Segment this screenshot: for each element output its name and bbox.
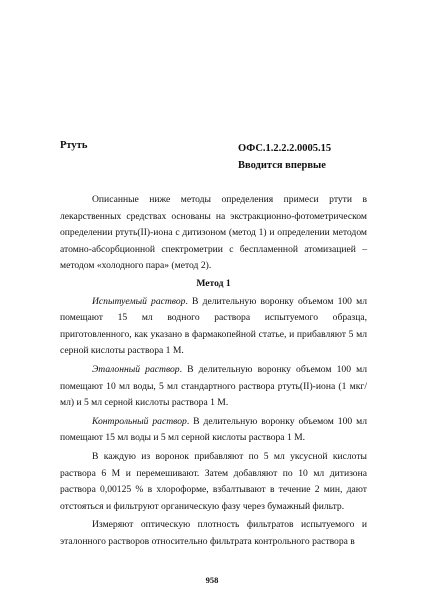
monograph-meta	[238, 140, 331, 174]
reference-solution-paragraph	[60, 362, 367, 412]
monograph-title: Ртуть	[60, 140, 88, 151]
monograph-header	[60, 140, 364, 170]
control-solution-paragraph	[60, 414, 367, 447]
reference-solution-text: . В делительную воронку объемом 100 мл помещают 10 мл воды, 5 мл стандартного раствора ртуть(II)-иона (1 мкг/мл) и 5 мл серной кислоты раствора 1 М.	[60, 363, 367, 409]
monograph-code: ОФС.1.2.2.2.0005.15	[238, 143, 332, 154]
test-solution-paragraph	[60, 294, 367, 360]
reference-solution-label: Эталонный раствор	[92, 363, 180, 375]
method-1-heading: Метод 1	[196, 277, 231, 289]
document-body	[60, 192, 367, 550]
control-solution-label: Контрольный раствор	[92, 415, 187, 427]
test-solution-text: . В делительную воронку объемом 100 мл помещают 15 мл водного раствора испытуемого образца, приготовленного, как указано в фармакопейной статье, и прибавляют 5 мл серной кислоты раствора 1 М.	[60, 295, 367, 357]
control-solution-text: . В делительную воронку объемом 100 мл помещают 15 мл воды и 5 мл серной кислоты раствора 1 М.	[60, 415, 368, 444]
procedure-paragraph-2: Измеряют оптическую плотность фильтратов испытуемого и эталонного растворов относительно фильтрата контрольного раствора в	[60, 519, 367, 547]
test-solution-label: Испытуемый раствор	[92, 295, 186, 307]
intro-paragraph: Описанные ниже методы определения примеси ртути в лекарственных средствах основаны на экстракционно-фотометрическом определении ртуть(II)-иона с дитизоном (метод 1) и определении методом атомно-абсорбционной спектрометрии с беспламенной атомизацией – методом «холодного пара» (метод 2).	[60, 194, 367, 272]
introduction-note: Вводится впервые	[238, 160, 326, 171]
page-number: 958	[205, 575, 219, 585]
procedure-paragraph-1: В каждую из воронок прибавляют по 5 мл уксусной кислоты раствора 6 М и перемешивают. Затем добавляют по 10 мл дитизона раствора 0,00125 % в хлороформе, взбалтывают в течение 2 мин, дают отстояться и фильтруют органическую фазу через бумажный фильтр.	[60, 450, 367, 512]
